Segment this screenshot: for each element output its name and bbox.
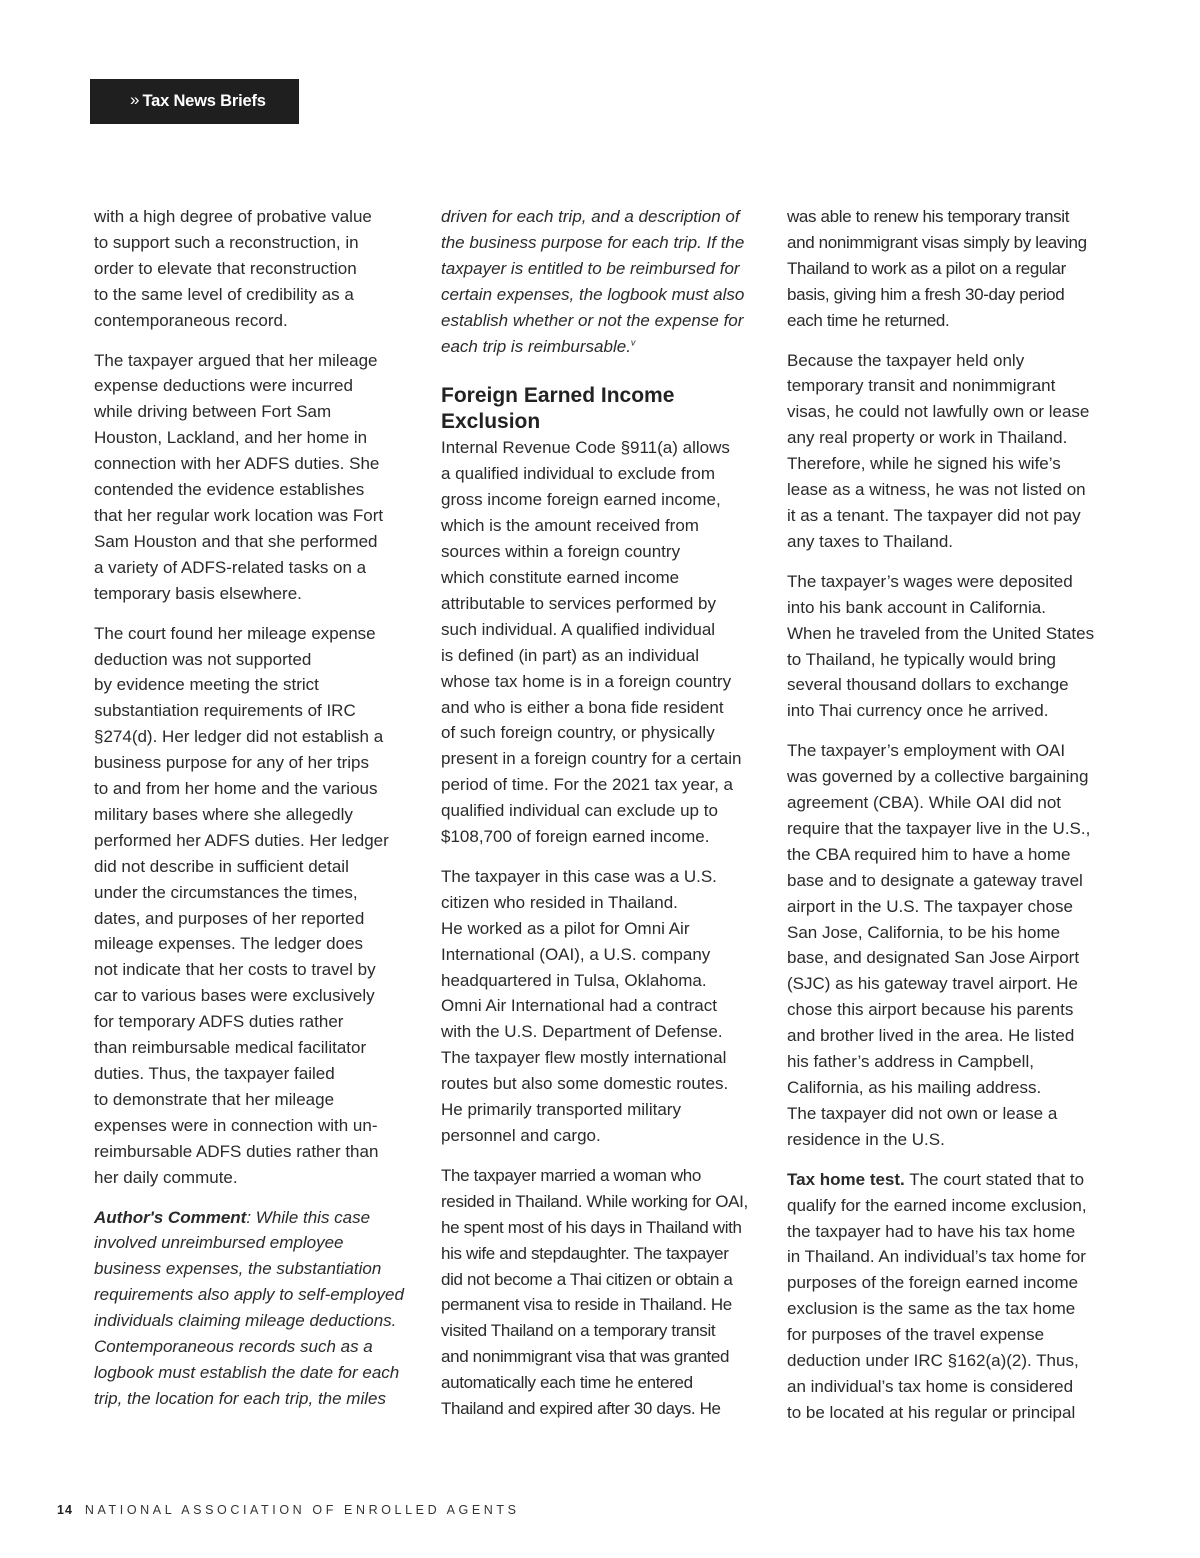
paragraph xyxy=(787,1167,1117,1426)
paragraph-text: driven for each trip, and a description of the business purpose for each trip. If the taxpayer is entitled to be reimbursed for certain expenses, the logbook must also establish whether or not the expense for each trip is reimbursable. xyxy=(441,207,745,356)
authors-comment-text: : While this case involved unreimbursed employee business expenses, the substantiation requirements also apply to self-employed individuals claiming mileage deductions. Contemporaneous records such as a logbook must establish the date for each trip, the location for each trip, the miles xyxy=(94,1207,404,1408)
run-in-heading: Tax home test. xyxy=(787,1169,905,1189)
section-heading: Foreign Earned Income Exclusion xyxy=(441,384,675,434)
paragraph: The taxpayer in this case was a U.S. citizen who resided in Thailand. He worked as a pilot for Omni Air International (OAI), a U.S. company headquartered in Tulsa, Oklahoma. Omni Air International had a contract with the U.S. Department of Defense. The taxpayer flew mostly international routes but also some domestic routes. He primarily transported military personnel and cargo. xyxy=(441,866,729,1145)
authors-comment-label: Author's Comment xyxy=(94,1207,247,1227)
paragraph: was able to renew his temporary transit and nonimmigrant visas simply by leaving Thailand to work as a pilot on a regular basis, giving him a fresh 30-day period each time he returned. xyxy=(787,207,1087,330)
article-column-3 xyxy=(787,204,1117,1440)
paragraph: The court found her mileage expense deduction was not supported by evidence meeting the strict substantiation requirements of IRC §274(d). Her ledger did not establish a business purpose for any of her trips to and from her home and the various military bases where she allegedly performed her ADFS duties. Her ledger did not describe in sufficient detail under the circumstances the times, dates, and purposes of her reported mileage expenses. The ledger does not indicate that her costs to travel by car to various bases were exclusively for temporary ADFS duties rather than reimbursable medical facilitator duties. Thus, the taxpayer failed to demonstrate that her mileage expenses were in connection with un- reimbursable ADFS duties rather than her daily commute. xyxy=(94,623,389,1187)
paragraph xyxy=(441,204,767,359)
endnote-marker: v xyxy=(630,336,636,347)
section-title: Tax News Briefs xyxy=(142,92,266,110)
article-column-1 xyxy=(94,204,412,1426)
article-column-2 xyxy=(441,204,767,1436)
paragraph: Internal Revenue Code §911(a) allows a qualified individual to exclude from gross income foreign earned income, which is the amount received from sources within a foreign country which constitute earned income attributable to services performed by such individual. A qualified individual is defined (in part) as an individual whose tax home is in a foreign country and who is either a bona fide resident of such foreign country, or physically present in a foreign country for a certain period of time. For the 2021 tax year, a qualified individual can exclude up to $108,700 of foreign earned income. xyxy=(441,438,742,847)
paragraph: The taxpayer’s employment with OAI was governed by a collective bargaining agreement (CBA). While OAI did not require that the taxpayer live in the U.S., the CBA required him to have a home base and to designate a gateway travel airport in the U.S. The taxpayer chose San Jose, California, to be his home base, and designated San Jose Airport (SJC) as his gateway travel airport. He chose this airport because his parents and brother lived in the area. He listed his father’s address in Campbell, California, as his mailing address. The taxpayer did not own or lease a residence in the U.S. xyxy=(787,741,1091,1149)
page-number: 14 xyxy=(57,1503,73,1517)
paragraph: with a high degree of probative value to support such a reconstruction, in order to elevate that reconstruction to the same level of credibility as a contemporaneous record. xyxy=(94,207,372,330)
chevron-right-icon: » xyxy=(130,89,140,109)
paragraph: The taxpayer’s wages were deposited into his bank account in California. When he traveled from the United States to Thailand, he typically would bring several thousand dollars to exchange into Thai currency once he arrived. xyxy=(787,571,1095,721)
section-banner xyxy=(90,79,299,124)
paragraph: The taxpayer argued that her mileage expense deductions were incurred while driving between Fort Sam Houston, Lackland, and her home in connection with her ADFS duties. She contended the evidence establishes that her regular work location was Fort Sam Houston and that she performed a variety of ADFS-related tasks on a temporary basis elsewhere. xyxy=(94,350,384,603)
paragraph-text: The court stated that to qualify for the earned income exclusion, the taxpayer had to have his tax home in Thailand. An individual’s tax home for purposes of the foreign earned income exclusion is the same as the tax home for purposes of the travel expense deduction under IRC §162(a)(2). Thus, an individual’s tax home is considered to be located at his regular or principal xyxy=(787,1169,1087,1422)
paragraph: Because the taxpayer held only temporary transit and nonimmigrant visas, he could not lawfully own or lease any real property or work in Thailand. Therefore, while he signed his wife’s lease as a witness, he was not listed on it as a tenant. The taxpayer did not pay any taxes to Thailand. xyxy=(787,350,1090,551)
paragraph: The taxpayer married a woman who resided in Thailand. While working for OAI, he spent most of his days in Thailand with his wife and stepdaughter. The taxpayer did not become a Thai citizen or obtain a permanent visa to reside in Thailand. He visited Thailand on a temporary transit and nonimmigrant visa that was granted automatically each time he entered Thailand and expired after 30 days. He xyxy=(441,1165,748,1419)
publication-name: NATIONAL ASSOCIATION OF ENROLLED AGENTS xyxy=(84,1503,520,1517)
authors-comment xyxy=(94,1205,412,1412)
page-footer xyxy=(57,1503,520,1517)
